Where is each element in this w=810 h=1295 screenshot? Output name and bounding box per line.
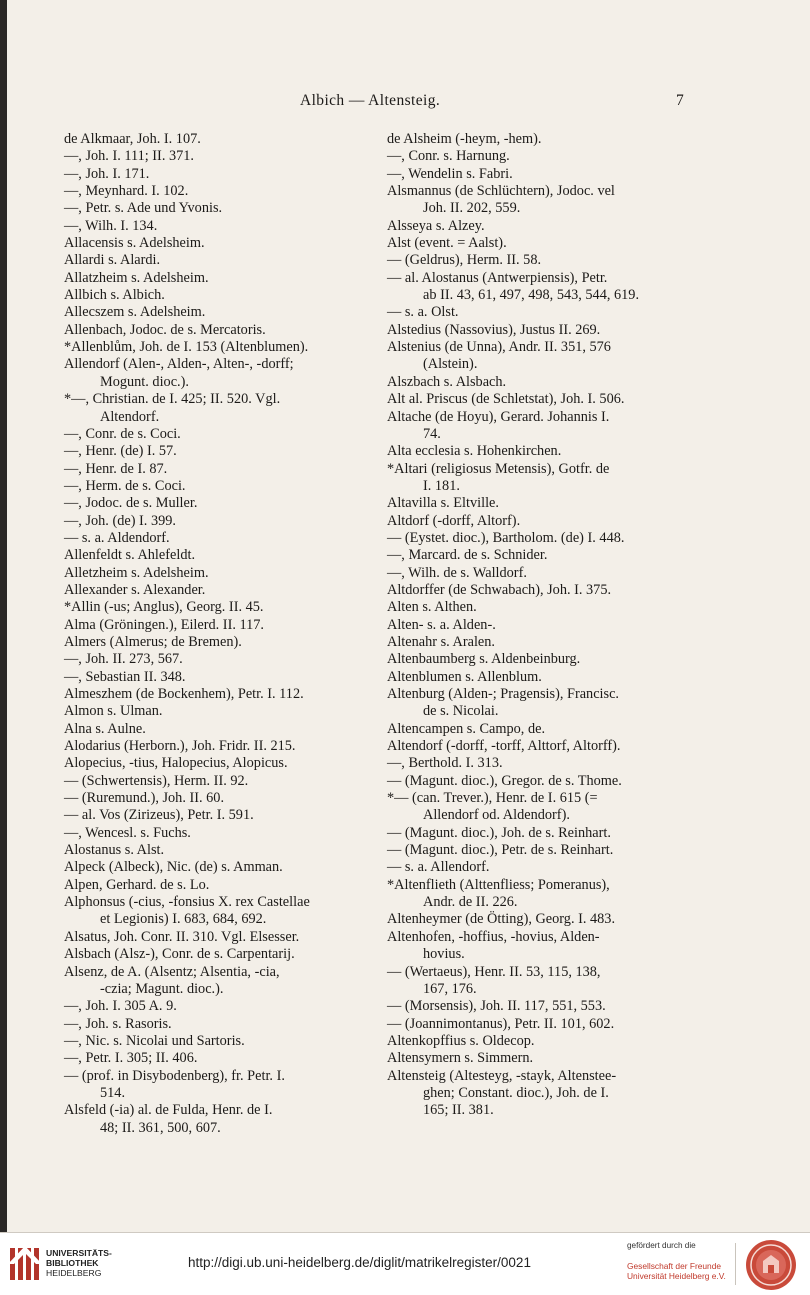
right-column-entry: 74. [423,425,441,442]
right-column-entry: *— (can. Trever.), Henr. de I. 615 (= [387,790,598,807]
left-column-entry: *Allenblům, Joh. de I. 153 (Altenblumen). [64,339,309,356]
left-column-entry: et Legionis) I. 683, 684, 692. [100,911,267,928]
left-column-entry: Allardi s. Alardi. [64,252,161,269]
left-column-entry: Almon s. Ulman. [64,703,163,720]
left-column [64,131,394,1137]
right-column-entry: Altdorf (-dorff, Altorf). [387,512,521,529]
society-name[interactable] [627,1261,726,1281]
left-column-entry: Alsatus, Joh. Conr. II. 310. Vgl. Elsesser. [64,928,300,945]
left-column-entry: Alpeck (Albeck), Nic. (de) s. Amman. [64,859,283,876]
divider [735,1243,736,1285]
left-column-entry: Allenbach, Jodoc. de s. Mercatoris. [64,321,266,338]
right-column-entry: Alstedius (Nassovius), Justus II. 269. [387,321,601,338]
left-column-entry: Alphonsus (-cius, -fonsius X. rex Castellae [64,894,310,911]
right-column-entry: Alsseya s. Alzey. [387,217,485,234]
running-head: Albich — Altensteig. [300,92,441,109]
right-column-entry: Altenhofen, -hoffius, -hovius, Alden- [387,928,600,945]
left-column-entry: *—, Christian. de I. 425; II. 520. Vgl. [64,391,281,408]
right-column-entry: —, Conr. s. Harnung. [387,148,510,165]
right-column-entry: — (Joannimontanus), Petr. II. 101, 602. [387,1015,615,1032]
left-column-entry: —, Petr. s. Ade und Yvonis. [64,200,223,217]
right-column-entry: Alten s. Althen. [387,599,477,616]
right-column-entry: — s. a. Allendorf. [387,859,490,876]
left-column-entry: Allenfeldt s. Ahlefeldt. [64,547,196,564]
right-column-entry: I. 181. [423,477,460,494]
left-column-entry: Almeszhem (de Bockenhem), Petr. I. 112. [64,686,304,702]
left-column-entry: de Alkmaar, Joh. I. 107. [64,131,201,147]
left-column-entry: Allendorf (Alen-, Alden-, Alten-, -dorff; [64,356,294,373]
left-column-entry: — (Ruremund.), Joh. II. 60. [64,790,225,807]
right-column-entry: Alsmannus (de Schlüchtern), Jodoc. vel [387,183,615,200]
right-column-entry: —, Berthold. I. 313. [387,755,503,772]
right-column-entry: — al. Alostanus (Antwerpiensis), Petr. [387,269,608,286]
right-column-entry: —, Wilh. de s. Walldorf. [387,564,527,581]
left-column-entry: —, Sebastian II. 348. [64,668,186,685]
left-column-entry: —, Joh. I. 171. [64,165,150,182]
left-column-entry: Alpen, Gerhard. de s. Lo. [64,876,210,893]
left-column-entry: Allatzheim s. Adelsheim. [64,269,209,286]
right-column-entry: Altache (de Hoyu), Gerard. Johannis I. [387,408,610,425]
right-column-entry: Altenbaumberg s. Aldenbeinburg. [387,651,581,668]
right-column [387,131,697,1120]
left-column-entry: —, Herm. de s. Coci. [64,477,186,494]
right-column-entry: —, Marcard. de s. Schnider. [387,547,548,564]
left-column-entry: —, Joh. s. Rasoris. [64,1015,172,1032]
left-column-entry: Alsenz, de A. (Alsentz; Alsentia, -cia, [64,963,280,980]
left-column-entry: -czia; Magunt. dioc.). [100,980,224,997]
right-column-entry: Alst (event. = Aalst). [387,235,507,252]
page-number: 7 [676,92,684,109]
left-column-entry: —, Wencesl. s. Fuchs. [64,824,191,841]
right-column-entry: Altensymern s. Simmern. [387,1050,534,1067]
right-column-entry: — (Eystet. dioc.), Bartholom. (de) I. 448. [387,529,625,546]
society-name-line: Universität Heidelberg e.V. [627,1271,726,1281]
left-column-entry: —, Wilh. I. 134. [64,217,158,234]
library-logo-icon[interactable] [8,1244,42,1284]
right-column-entry: — (Magunt. dioc.), Joh. de s. Reinhart. [387,824,611,841]
library-name-line: UNIVERSITÄTS- [46,1248,112,1258]
right-column-entry: 167, 176. [423,980,477,997]
left-column-entry: Allexander s. Alexander. [64,581,206,598]
right-column-entry: — (Magunt. dioc.), Petr. de s. Reinhart. [387,842,614,859]
right-column-entry: — s. a. Olst. [387,304,459,321]
left-column-entry: Alma (Gröningen.), Eilerd. II. 117. [64,616,264,633]
right-column-entry: *Altari (religiosus Metensis), Gotfr. de [387,460,610,477]
right-column-entry: Altenburg (Alden-; Pragensis), Francisc. [387,686,620,702]
left-column-entry: —, Joh. II. 273, 567. [64,651,183,668]
university-seal-icon [745,1239,797,1291]
left-column-entry: —, Meynhard. I. 102. [64,183,189,200]
right-column-entry: Altenheymer (de Ötting), Georg. I. 483. [387,911,616,928]
left-column-entry: —, Nic. s. Nicolai und Sartoris. [64,1032,245,1049]
left-column-entry: Allecszem s. Adelsheim. [64,304,206,321]
right-column-entry: 165; II. 381. [423,1102,494,1119]
society-name-line: Gesellschaft der Freunde [627,1261,722,1271]
left-column-entry: Alsbach (Alsz-), Conr. de s. Carpentarij. [64,946,295,963]
left-column-entry: Alostanus s. Alst. [64,842,165,859]
right-column-entry: Joh. II. 202, 559. [423,200,521,217]
permalink-url[interactable]: http://digi.ub.uni-heidelberg.de/diglit/matrikelregister/0021 [188,1255,531,1270]
left-column-entry: —, Joh. I. 111; II. 371. [64,148,194,165]
left-column-entry: Alletzheim s. Adelsheim. [64,564,209,581]
right-column-entry: Allendorf od. Aldendorf). [423,807,570,824]
left-column-entry: 514. [100,1084,126,1101]
left-column-entry: Alna s. Aulne. [64,720,146,737]
library-name-line: HEIDELBERG [46,1268,102,1278]
left-column-entry: —, Conr. de s. Coci. [64,425,181,442]
right-column-entry: Altendorf (-dorff, -torff, Alttorf, Altorff). [387,738,621,755]
right-column-entry: (Alstein). [423,356,478,373]
left-column-entry: —, Petr. I. 305; II. 406. [64,1050,198,1067]
right-column-entry: Altdorffer (de Schwabach), Joh. I. 375. [387,581,612,598]
left-column-entry: *Allin (-us; Anglus), Georg. II. 45. [64,599,264,616]
left-column-entry: — (prof. in Disybodenberg), fr. Petr. I. [64,1067,285,1084]
right-column-entry: ghen; Constant. dioc.), Joh. de I. [423,1084,609,1101]
left-column-entry: —, Henr. (de) I. 57. [64,443,177,460]
right-column-entry: Altensteig (Altesteyg, -stayk, Altenstee- [387,1067,617,1084]
right-column-entry: — (Geldrus), Herm. II. 58. [387,252,542,269]
right-column-entry: — (Magunt. dioc.), Gregor. de s. Thome. [387,772,622,789]
library-name[interactable] [46,1248,112,1278]
left-column-entry: Almers (Almerus; de Bremen). [64,633,242,650]
left-column-entry: Alopecius, -tius, Halopecius, Alopicus. [64,755,288,772]
left-column-entry: Mogunt. dioc.). [100,373,189,390]
left-column-entry: Allbich s. Albich. [64,287,165,304]
right-column-entry: Alszbach s. Alsbach. [387,373,507,390]
right-column-entry: Alt al. Priscus (de Schletstat), Joh. I. 506. [387,391,625,408]
left-column-entry: Allacensis s. Adelsheim. [64,235,205,252]
left-column-entry: — s. a. Aldendorf. [64,529,170,546]
right-column-entry: Altenkopffius s. Oldecop. [387,1032,535,1049]
right-column-entry: — (Wertaeus), Henr. II. 53, 115, 138, [387,963,601,980]
right-column-entry: hovius. [423,946,465,963]
right-column-entry: Altencampen s. Campo, de. [387,720,546,737]
right-column-entry: Alta ecclesia s. Hohenkirchen. [387,443,562,460]
right-column-entry: — (Morsensis), Joh. II. 117, 551, 553. [387,998,606,1015]
left-column-entry: Alodarius (Herborn.), Joh. Fridr. II. 215. [64,738,296,755]
left-column-entry: —, Jodoc. de s. Muller. [64,495,198,512]
left-column-entry: —, Joh. (de) I. 399. [64,512,176,529]
right-column-entry: *Altenflieth (Alttenfliess; Pomeranus), [387,876,610,893]
left-column-entry: — al. Vos (Zirizeus), Petr. I. 591. [64,807,254,824]
right-column-entry: de Alsheim (-heym, -hem). [387,131,542,147]
funded-by-label: gefördert durch die [627,1241,696,1250]
library-name-line: BIBLIOTHEK [46,1258,99,1268]
left-column-entry: Altendorf. [100,408,160,425]
right-column-entry: Altenblumen s. Allenblum. [387,668,542,685]
left-column-entry: 48; II. 361, 500, 607. [100,1119,221,1136]
right-column-entry: Andr. de II. 226. [423,894,518,911]
left-column-entry: — (Schwertensis), Herm. II. 92. [64,772,249,789]
left-column-entry: —, Henr. de I. 87. [64,460,168,477]
left-column-entry: —, Joh. I. 305 A. 9. [64,998,177,1015]
right-column-entry: de s. Nicolai. [423,703,499,720]
scan-edge-shadow [0,0,7,1232]
right-column-entry: ab II. 43, 61, 497, 498, 543, 544, 619. [423,287,640,304]
right-column-entry: Alstenius (de Unna), Andr. II. 351, 576 [387,339,611,356]
right-column-entry: Altavilla s. Eltville. [387,495,499,512]
right-column-entry: —, Wendelin s. Fabri. [387,165,513,182]
right-column-entry: Altenahr s. Aralen. [387,633,495,650]
left-column-entry: Alsfeld (-ia) al. de Fulda, Henr. de I. [64,1102,273,1119]
footer-bar [0,1232,810,1295]
right-column-entry: Alten- s. a. Alden-. [387,616,496,633]
